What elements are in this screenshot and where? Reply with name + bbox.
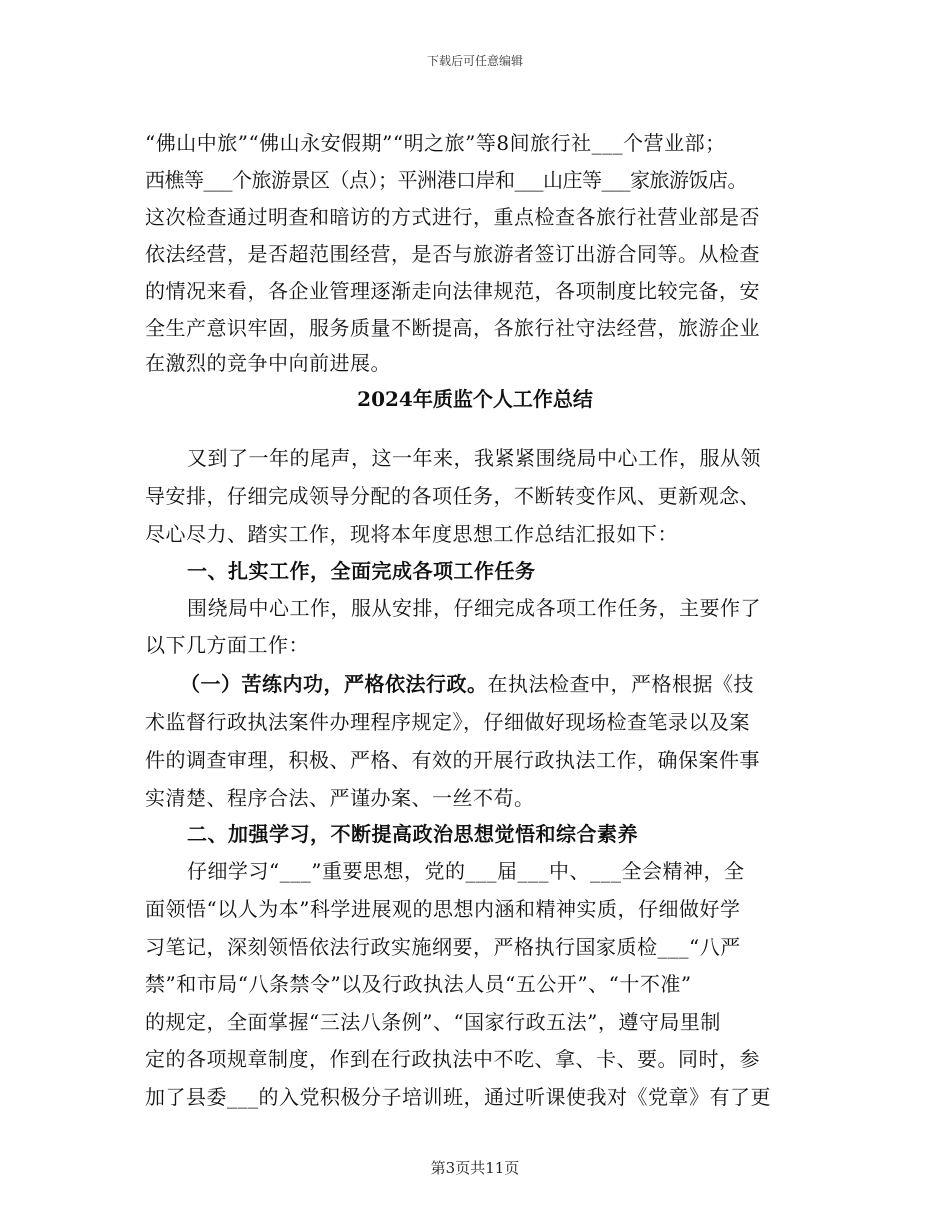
text-line: 习笔记，深刻领悟依法行政实施纲要，严格执行国家质检___“八严 — [145, 935, 741, 959]
page-header: 下载后可任意编辑 — [426, 54, 523, 68]
text-line: 禁”和市局“八条禁令”以及行政执法人员“五公开”、“十不准” — [145, 972, 692, 996]
text-line: 面领悟“以人为本”科学进展观的思想内涵和精神实质，仔细做好学 — [145, 897, 741, 921]
heading-one: 一、扎实工作，全面完成各项工作任务 — [187, 559, 536, 583]
text-line: 以下几方面工作： — [145, 633, 309, 657]
text-line: 全生产意识牢固，服务质量不断提高，各旅行社守法经营，旅游企业 — [145, 316, 760, 340]
text-line — [180, 672, 754, 696]
text-line: 的规定，全面掌握“三法八条例”、“国家行政五法”，遵守局里制 — [145, 1010, 721, 1034]
text-line: 术监督行政执法案件办理程序规定》，仔细做好现场检查笔录以及案 — [145, 710, 750, 734]
text-line: 加了县委___的入党积极分子培训班，通过听课使我对《党章》有了更 — [145, 1085, 771, 1109]
heading-two: 二、加强学习，不断提高政治思想觉悟和综合素养 — [187, 822, 638, 846]
text-line: 仔细学习“___”重要思想，党的___届___中、___全会精神，全 — [187, 859, 745, 883]
text-line: 依法经营，是否超范围经营，是否与旅游者签订出游合同等。从检查 — [145, 242, 760, 266]
text-line: 这次检查通过明查和暗访的方式进行，重点检查各旅行社营业部是否 — [145, 205, 760, 229]
text-line: 导安排，仔细完成领导分配的各项任务，不断转变作风、更新观念、 — [145, 484, 760, 508]
text-line: 尽心尽力、踏实工作，现将本年度思想工作总结汇报如下： — [145, 522, 678, 546]
text-line: 定的各项规章制度，作到在行政执法中不吃、拿、卡、要。同时，参 — [145, 1047, 760, 1071]
text-line: 的情况来看，各企业管理逐渐走向法律规范，各项制度比较完备，安 — [145, 279, 760, 303]
text-line: 实清楚、程序合法、严谨办案、一丝不苟。 — [145, 786, 535, 810]
text-run: 在执法检查中，严格根据《技 — [487, 672, 754, 696]
text-line: 围绕局中心工作，服从安排，仔细完成各项工作任务，主要作了 — [187, 596, 761, 620]
page-footer: 第3页共11页 — [430, 1159, 520, 1177]
text-line: 件的调查审理，积极、严格、有效的开展行政执法工作，确保案件事 — [145, 748, 760, 772]
subheading-one: （一）苦练内功，严格依法行政。 — [180, 672, 488, 696]
text-line: 在激烈的竞争中向前进展。 — [145, 351, 391, 375]
text-line: 西樵等___个旅游景区（点）；平洲港口岸和___山庄等___家旅游饭店。 — [145, 168, 747, 192]
section-title: 2024年质监个人工作总结 — [357, 387, 593, 411]
text-line: “佛山中旅”“佛山永安假期”“明之旅”等8间旅行社___个营业部； — [145, 131, 726, 155]
text-line: 又到了一年的尾声，这一年来，我紧紧围绕局中心工作，服从领 — [187, 446, 761, 470]
